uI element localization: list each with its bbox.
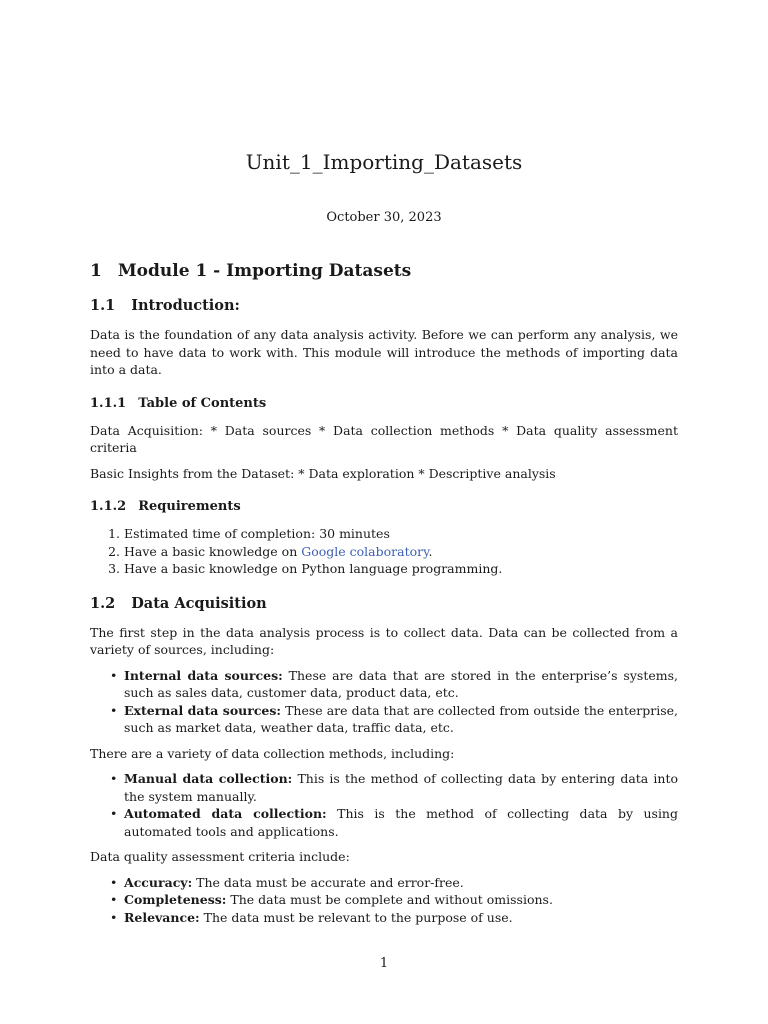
list-item-term: Automated data collection: [124, 806, 327, 821]
methods-paragraph: There are a variety of data collection methods, including: [90, 745, 455, 761]
list-item: 1. Estimated time of completion: 30 minutes [124, 525, 678, 543]
list-item-desc: The data must be complete and without omissions. [230, 892, 553, 907]
list-item-desc: This is the method of collecting data by entering data into the system manually. [124, 771, 678, 804]
list-item-term: Accuracy: [124, 874, 193, 890]
section-title: Module 1 - Importing Datasets [117, 261, 412, 281]
subsection-title: Introduction: [131, 297, 240, 314]
list-item-text: Have a basic knowledge on [124, 543, 302, 559]
list-item-term: External data sources: [124, 702, 282, 718]
section-number: 1 [90, 261, 102, 281]
list-item [124, 770, 678, 805]
methods-list [90, 770, 678, 840]
page-number: 1 [379, 956, 389, 971]
list-item-desc: The data must be relevant to the purpose of use. [203, 909, 513, 925]
list-item-term: Internal data sources: [124, 667, 283, 683]
subsection-title: Data Acquisition [131, 594, 267, 612]
list-item [124, 874, 678, 892]
subsection-number: 1.1 [90, 297, 116, 314]
list-item [124, 543, 678, 561]
subsubsection-title: Table of Contents [138, 395, 267, 411]
list-item [124, 667, 678, 702]
list-item-term: Completeness: [124, 892, 227, 907]
list-item-term: Relevance: [124, 909, 200, 925]
google-colaboratory-link[interactable]: Google colaboratory [301, 543, 429, 559]
list-item-desc: These are data that are stored in the enterprise’s systems, such as sales data, customer data, product data, etc. [124, 667, 678, 700]
subsubsection-title: Requirements [138, 499, 241, 514]
list-item-text: . [428, 543, 433, 559]
subsubsection-heading [90, 395, 678, 413]
subsubsection-heading [90, 498, 678, 516]
list-item: 3. Have a basic knowledge on Python language programming. [124, 560, 678, 578]
document-body [90, 260, 678, 934]
list-item-desc: These are data that are collected from outside the enterprise, such as market data, weather data, traffic data, etc. [124, 702, 678, 735]
document-date: October 30, 2023 [326, 210, 442, 225]
subsubsection-number: 1.1.2 [90, 499, 127, 514]
list-item-desc: The data must be accurate and error-free. [196, 874, 464, 890]
subsubsection-number: 1.1.1 [90, 395, 127, 411]
criteria-paragraph: Data quality assessment criteria include: [90, 849, 350, 864]
acquisition-paragraph: The first step in the data analysis process is to collect data. Data can be collected from a variety of sources, including: [90, 624, 678, 657]
list-item [124, 805, 678, 840]
list-item [124, 891, 678, 909]
subsection-heading [90, 296, 678, 316]
toc-paragraph: Data Acquisition: * Data sources * Data collection methods * Data quality assessment criteria [90, 422, 678, 455]
document-page [90, 0, 678, 1024]
subsection-heading [90, 594, 678, 614]
sources-list [90, 667, 678, 737]
intro-paragraph: Data is the foundation of any data analysis activity. Before we can perform any analysis, we need to have data to work with. This module will introduce the methods of importing data into a data. [90, 327, 678, 377]
list-item [124, 909, 678, 927]
list-item [124, 702, 678, 737]
toc-paragraph: Basic Insights from the Dataset: * Data exploration * Descriptive analysis [90, 465, 556, 481]
list-item-term: Manual data collection: [124, 771, 293, 786]
subsection-number: 1.2 [90, 594, 116, 612]
list-item-desc: This is the method of collecting data by using automated tools and applications. [124, 806, 678, 839]
criteria-list [90, 874, 678, 927]
requirements-list [90, 525, 678, 578]
document-title: Unit_1_Importing_Datasets [245, 150, 523, 174]
section-heading [90, 260, 678, 282]
